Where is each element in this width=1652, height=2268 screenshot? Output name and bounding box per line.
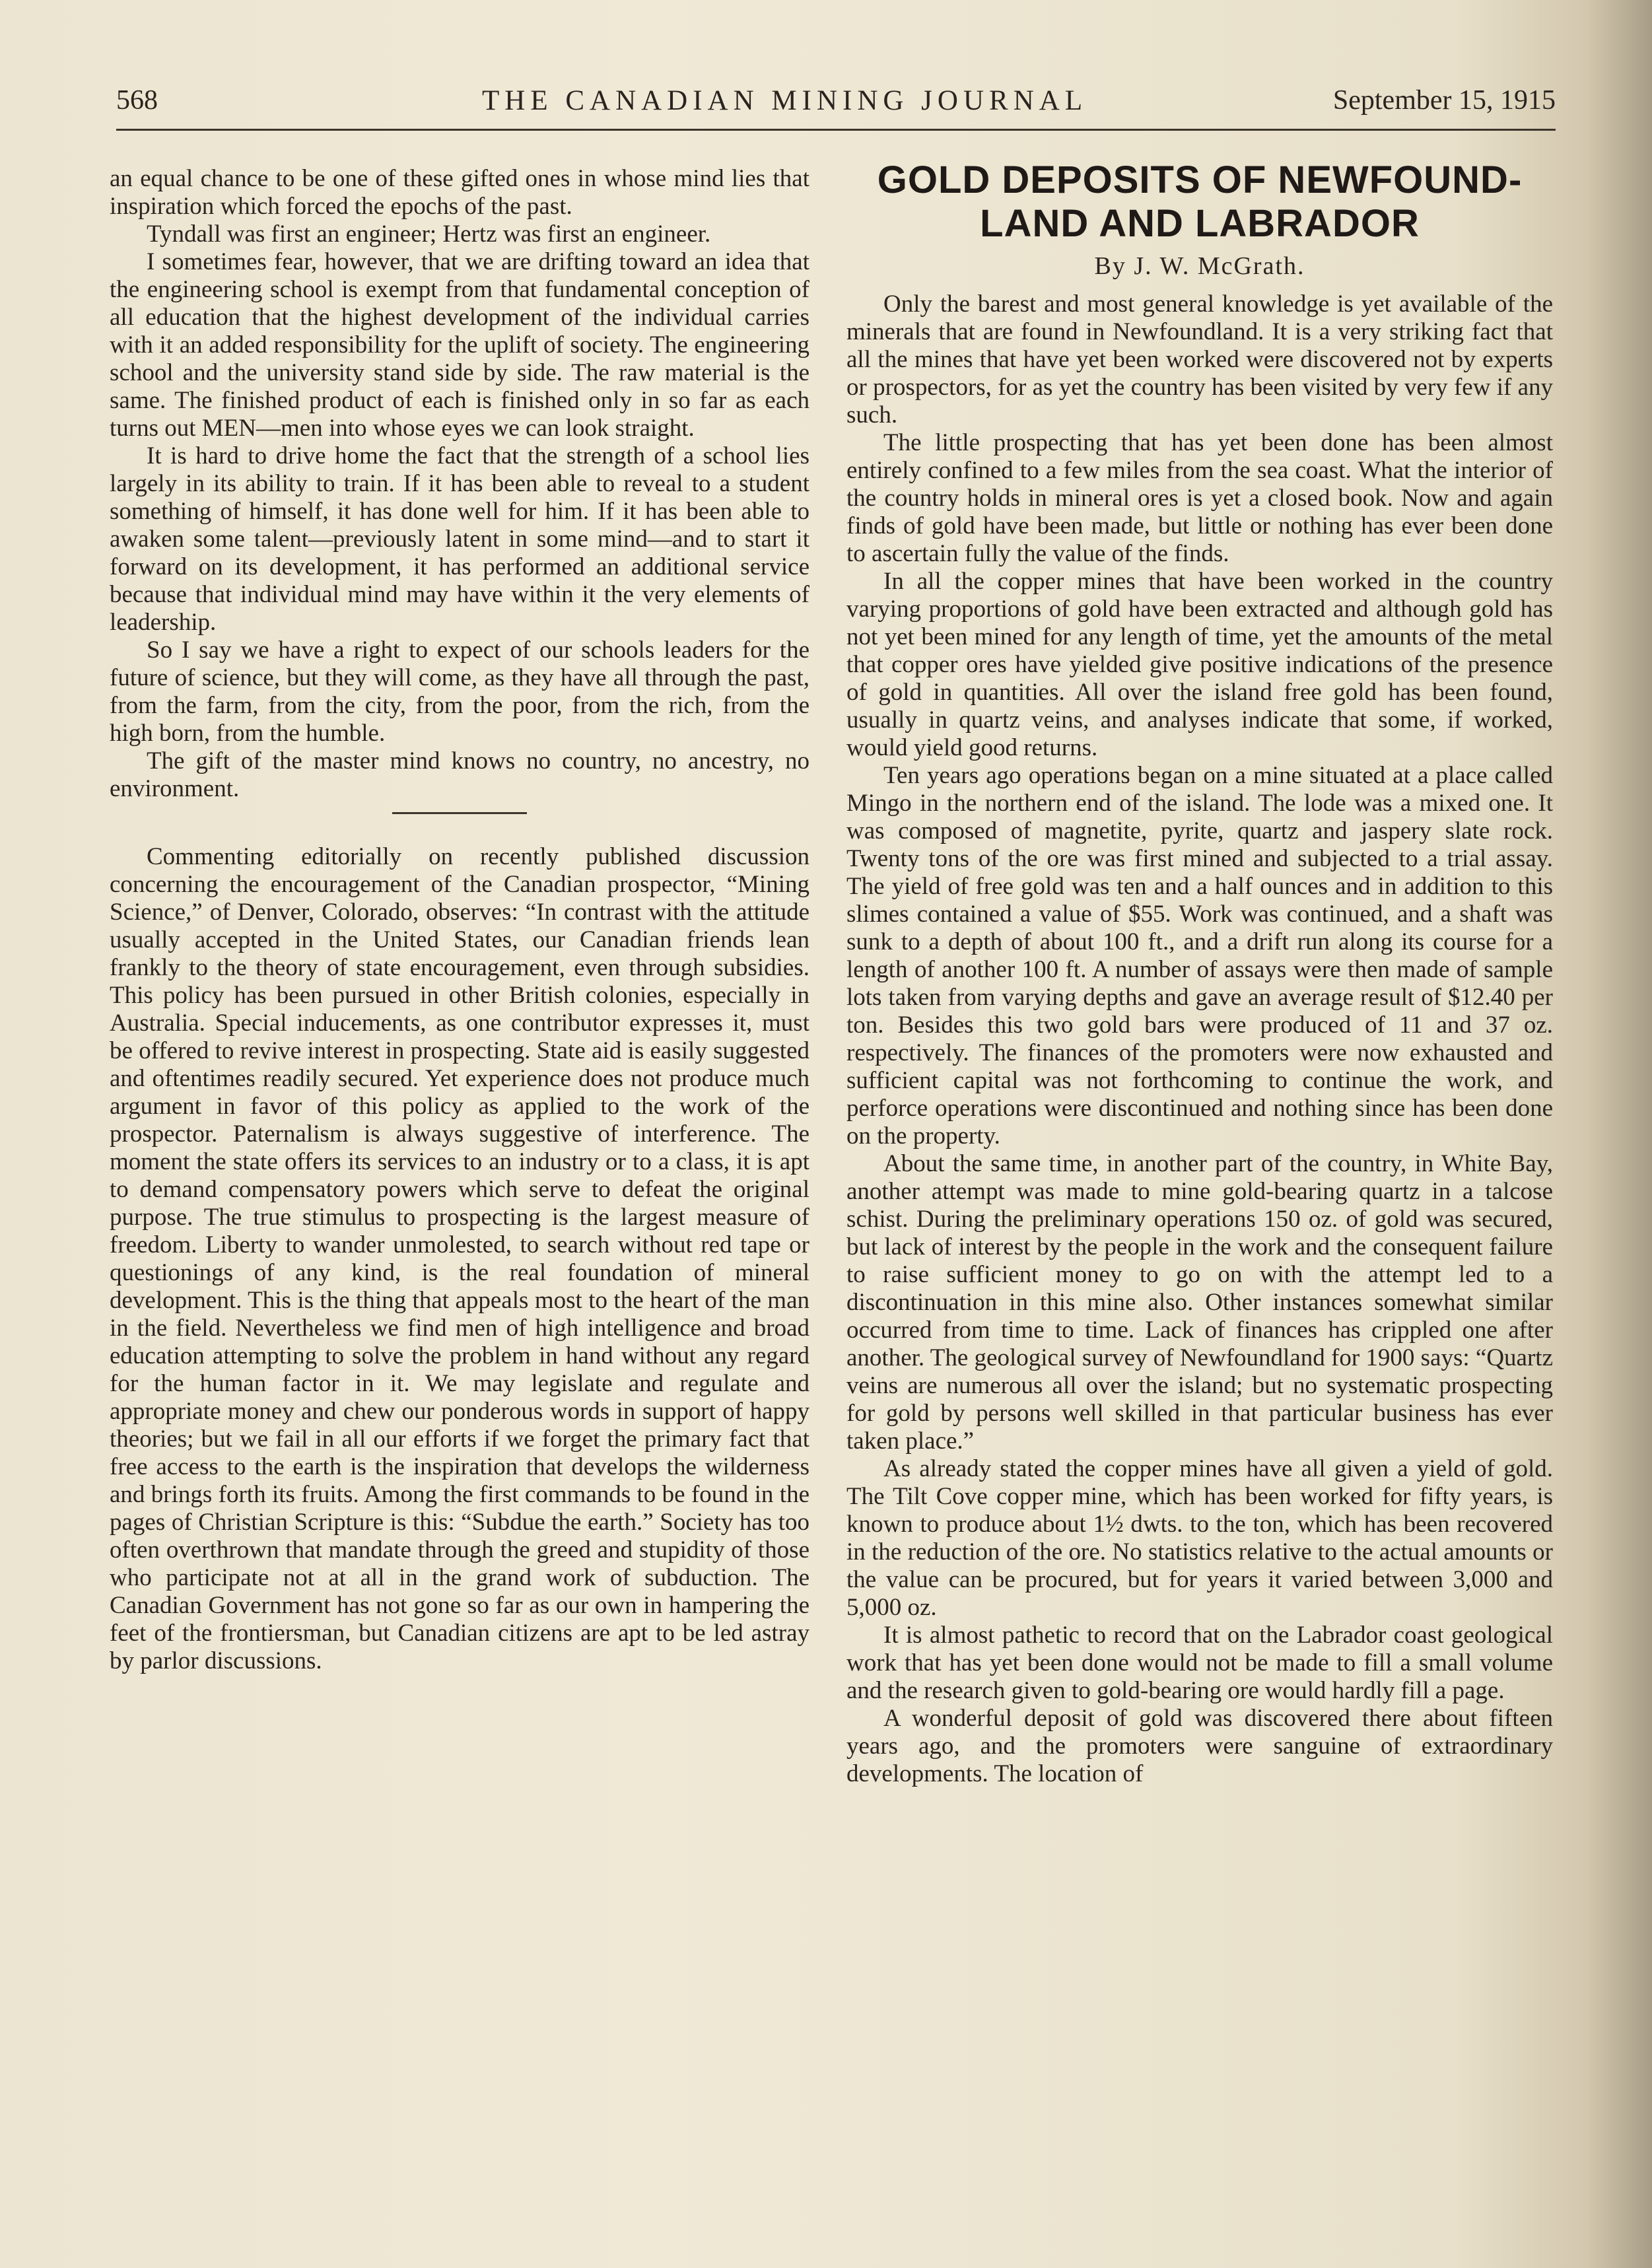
paragraph: So I say we have a right to expect of our schools leaders for the future of science, but they will come, as they have all through the past, from the farm, from the city, from the poor, from the rich, from the high born, from the humble. xyxy=(110,636,809,747)
paragraph: The gift of the master mind knows no country, no ancestry, no environment. xyxy=(110,747,809,802)
article-paragraph: As already stated the copper mines have all given a yield of gold. The Tilt Cove copper mine, which has been worked for fifty years, is known to produce about 1½ dwts. to the ton, which has been recovered in the reduction of the ore. No statistics relative to the actual amounts or the value can be procured, but for years it varied between 3,000 and 5,000 oz. xyxy=(846,1455,1553,1621)
article-paragraph: Only the barest and most general knowledge is yet available of the minerals that are found in Newfoundland. It is a very striking fact that all the mines that have yet been worked were discovered not by experts or prospectors, for as yet the country has been visited by very few if any such. xyxy=(846,291,1553,429)
article-paragraph: A wonderful deposit of gold was discovered there about fifteen years ago, and the promoters were sanguine of extraordinary developments. The location of xyxy=(846,1705,1553,1787)
article-paragraph: About the same time, in another part of the country, in White Bay, another attempt was made to mine gold-bearing quartz in a talcose schist. During the preliminary operations 150 oz. of gold was secured, but lack of interest by the people in the work and the consequent failure to raise sufficient money to go on with the attempt led to a discontinuation in this mine also. Other instances somewhat similar occurred from time to time. Lack of finances has crippled one after another. The geological survey of Newfoundland for 1900 says: “Quartz veins are numerous all over the island; but no systematic prospecting for gold by persons well skilled in that particular business has ever taken place.” xyxy=(846,1150,1553,1455)
article-paragraph: The little prospecting that has yet been done has been almost entirely confined to a few miles from the sea coast. What the interior of the country holds in mineral ores is yet a closed book. Now and again finds of gold have been made, but little or nothing has ever been done to ascertain fully the value of the finds. xyxy=(846,429,1553,567)
article-title-line: GOLD DEPOSITS OF NEWFOUND- xyxy=(877,158,1523,201)
issue-date: September 15, 1915 xyxy=(1332,85,1556,116)
running-header xyxy=(116,85,1556,131)
article-title xyxy=(846,158,1553,246)
left-column xyxy=(110,165,809,1675)
article-byline: By J. W. McGrath. xyxy=(1094,252,1305,280)
article-paragraph: Ten years ago operations began on a mine situated at a place called Mingo in the northern end of the island. The lode was a mixed one. It was composed of magnetite, pyrite, quartz and jaspery slate rock. Twenty tons of the ore was first mined and subjected to a trial assay. The yield of free gold was ten and a half ounces and in addition to this slimes contained a value of $55. Work was continued, and a shaft was sunk to a depth of about 100 ft., and a drift run along its course for a length of another 100 ft. A number of assays were then made of sample lots taken from varying depths and gave an average result of $12.40 per ton. Besides this two gold bars were produced of 11 and 37 oz. respectively. The finances of the promoters were now exhausted and sufficient capital was not forthcoming to continue the work, and perforce operations were discontinued and nothing since has been done on the property. xyxy=(846,762,1553,1150)
article-paragraph: It is almost pathetic to record that on the Labrador coast geological work that has yet been done would not be made to fill a small volume and the research given to gold-bearing ore would hardly fill a page. xyxy=(846,1622,1553,1704)
article-paragraph: In all the copper mines that have been worked in the country varying proportions of gold have been extracted and although gold has not yet been mined for any length of time, yet the amounts of the metal that copper ores have yielded give positive indications of the presence of gold in quantities. All over the island free gold has been found, usually in quartz veins, and analyses indicate that some, if worked, would yield good returns. xyxy=(846,568,1553,761)
page-number: 568 xyxy=(116,85,158,116)
right-column xyxy=(846,158,1553,1788)
paragraph: Tyndall was first an engineer; Hertz was first an engineer. xyxy=(147,221,711,248)
article-title-line: LAND AND LABRADOR xyxy=(980,202,1420,245)
paragraph: I sometimes fear, however, that we are drifting toward an idea that the engineering school is exempt from that fundamental conception of all education that the highest development of the individual carries with it an added responsibility for the uplift of society. The engineering school and the university stand side by side. The raw material is the same. The finished product of each is finished only in so far as each turns out MEN—men into whose eyes we can look straight. xyxy=(110,248,809,442)
paragraph: It is hard to drive home the fact that the strength of a school lies largely in its ability to train. If it has been able to reveal to a student something of himself, it has done well for him. If it has been able to awaken some talent—previously latent in some mind—and to start it forward on its development, it has performed an additional service because that individual mind may have within it the very elements of leadership. xyxy=(110,442,809,636)
journal-title: THE CANADIAN MINING JOURNAL xyxy=(482,85,1088,116)
header-rule xyxy=(116,129,1556,131)
paragraph: an equal chance to be one of these gifted ones in whose mind lies that inspiration which forced the epochs of the past. xyxy=(110,165,809,220)
section-divider xyxy=(392,812,527,814)
editorial-paragraph: Commenting editorially on recently published discussion concerning the encouragement of the Canadian prospector, “Mining Science,” of Denver, Colorado, observes: “In contrast with the attitude usually accepted in the United States, our Canadian friends lean frankly to the theory of state encouragement, even through subsidies. This policy has been pursued in other British colonies, especially in Australia. Special inducements, as one contributor expresses it, must be offered to revive interest in prospecting. State aid is easily suggested and oftentimes readily secured. Yet experience does not produce much argument in favor of this policy as applied to the work of the prospector. Paternalism is always suggestive of interference. The moment the state offers its services to an industry or to a class, it is apt to demand compensatory powers which serve to defeat the original purpose. The true stimulus to prospecting is the largest measure of freedom. Liberty to wander unmolested, to search without red tape or questionings of any kind, is the real foundation of mineral development. This is the thing that appeals most to the heart of the man in the field. Nevertheless we find men of high intelligence and broad education attempting to solve the problem in hand without any regard for the human factor in it. We may legislate and regulate and appropriate money and chew our ponderous words in support of happy theories; but we fail in all our efforts if we forget the primary fact that free access to the earth is the inspiration that develops the wilderness and brings forth its fruits. Among the first commands to be found in the pages of Christian Scripture is this: “Subdue the earth.” Society has too often overthrown that mandate through the greed and stupidity of those who participate not at all in the grand work of subduction. The Canadian Government has not gone so far as our own in hampering the feet of the frontiersman, but Canadian citizens are apt to be led astray by parlor discussions. xyxy=(110,843,809,1674)
